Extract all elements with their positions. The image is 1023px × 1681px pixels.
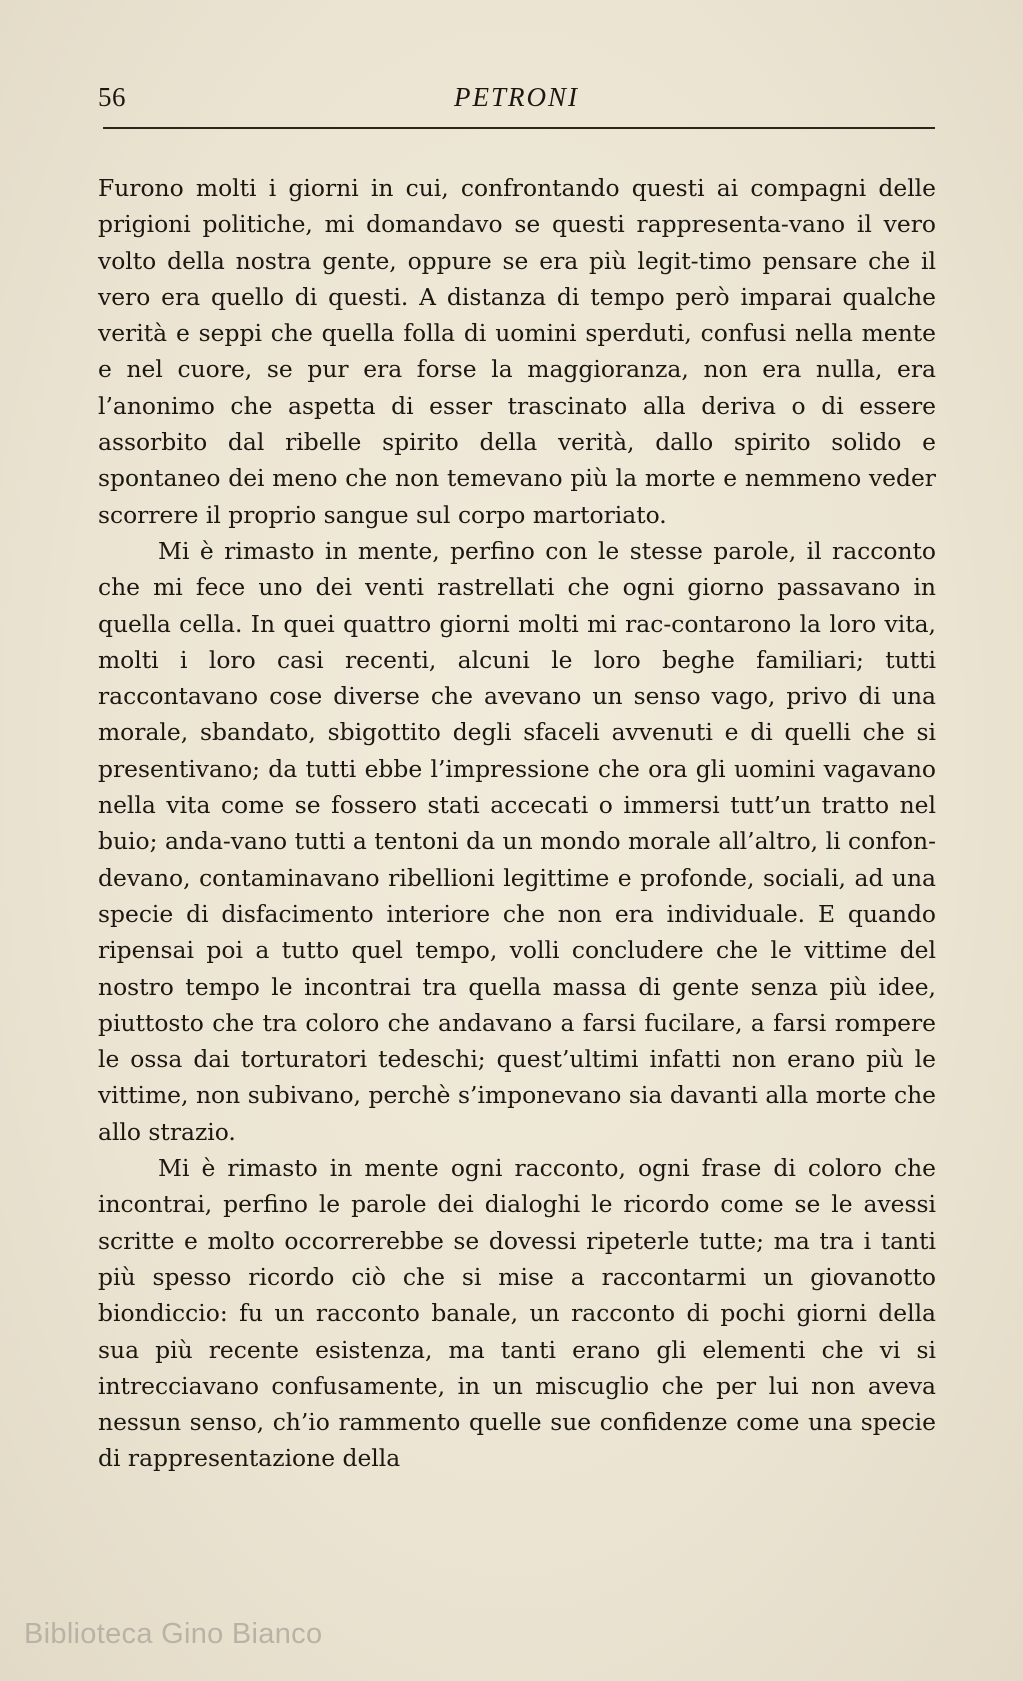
running-head: PETRONI	[454, 82, 579, 112]
page-header	[98, 78, 935, 118]
header-rule	[103, 127, 935, 129]
body-text	[98, 170, 936, 1477]
paragraph-3: Mi è rimasto in mente ogni racconto, ogni frase di coloro che incontrai, perfino le parole dei dialoghi le ricordo come se le avessi scritte e molto occorrerebbe se dovessi ripeterle tutte; ma tra i tanti più spesso ricordo ciò che si mise a raccontarmi un giovanotto biondiccio: fu un racconto banale, un racconto di pochi giorni della sua più recente esistenza, ma tanti erano gli elementi che vi si intrecciavano confusamente, in un miscuglio che per lui non aveva nessun senso, ch’io rammento quelle sue confidenze come una specie di rappresentazione della	[98, 1154, 936, 1473]
page-number: 56	[98, 82, 126, 112]
paragraph-1: Furono molti i giorni in cui, confrontando questi ai compagni delle prigioni politiche, mi domandavo se questi rappresenta-vano il vero volto della nostra gente, oppure se era più legit-timo pensare che il vero era quello di questi. A distanza di tempo però imparai qualche verità e seppi che quella folla di uomini sperduti, confusi nella mente e nel cuore, se pur era forse la maggioranza, non era nulla, era l’anonimo che aspetta di esser trascinato alla deriva o di essere assorbito dal ribelle spirito della verità, dallo spirito solido e spontaneo dei meno che non temevano più la morte e nemmeno veder scorrere il proprio sangue sul corpo martoriato.	[98, 174, 936, 529]
library-watermark: Biblioteca Gino Bianco	[24, 1618, 323, 1650]
paragraph-2: Mi è rimasto in mente, perfino con le stesse parole, il racconto che mi fece uno dei venti rastrellati che ogni giorno passavano in quella cella. In quei quattro giorni molti mi rac-contarono la loro vita, molti i loro casi recenti, alcuni le loro beghe familiari; tutti raccontavano cose diverse che avevano un senso vago, privo di una morale, sbandato, sbigottito degli sfaceli avvenuti e di quelli che si presentivano; da tutti ebbe l’impressione che ora gli uomini vagavano nella vita come se fossero stati accecati o immersi tutt’un tratto nel buio; anda-vano tutti a tentoni da un mondo morale all’altro, li confon-devano, contaminavano ribellioni legittime e profonde, sociali, ad una specie di disfacimento interiore che non era individuale. E quando ripensai poi a tutto quel tempo, volli concludere che le vittime del nostro tempo le incontrai tra quella massa di gente senza più idee, piuttosto che tra coloro che andavano a farsi fucilare, a farsi rompere le ossa dai torturatori tedeschi; quest’ultimi infatti non erano più le vittime, non subivano, perchè s’imponevano sia davanti alla morte che allo strazio.	[98, 536, 936, 1146]
